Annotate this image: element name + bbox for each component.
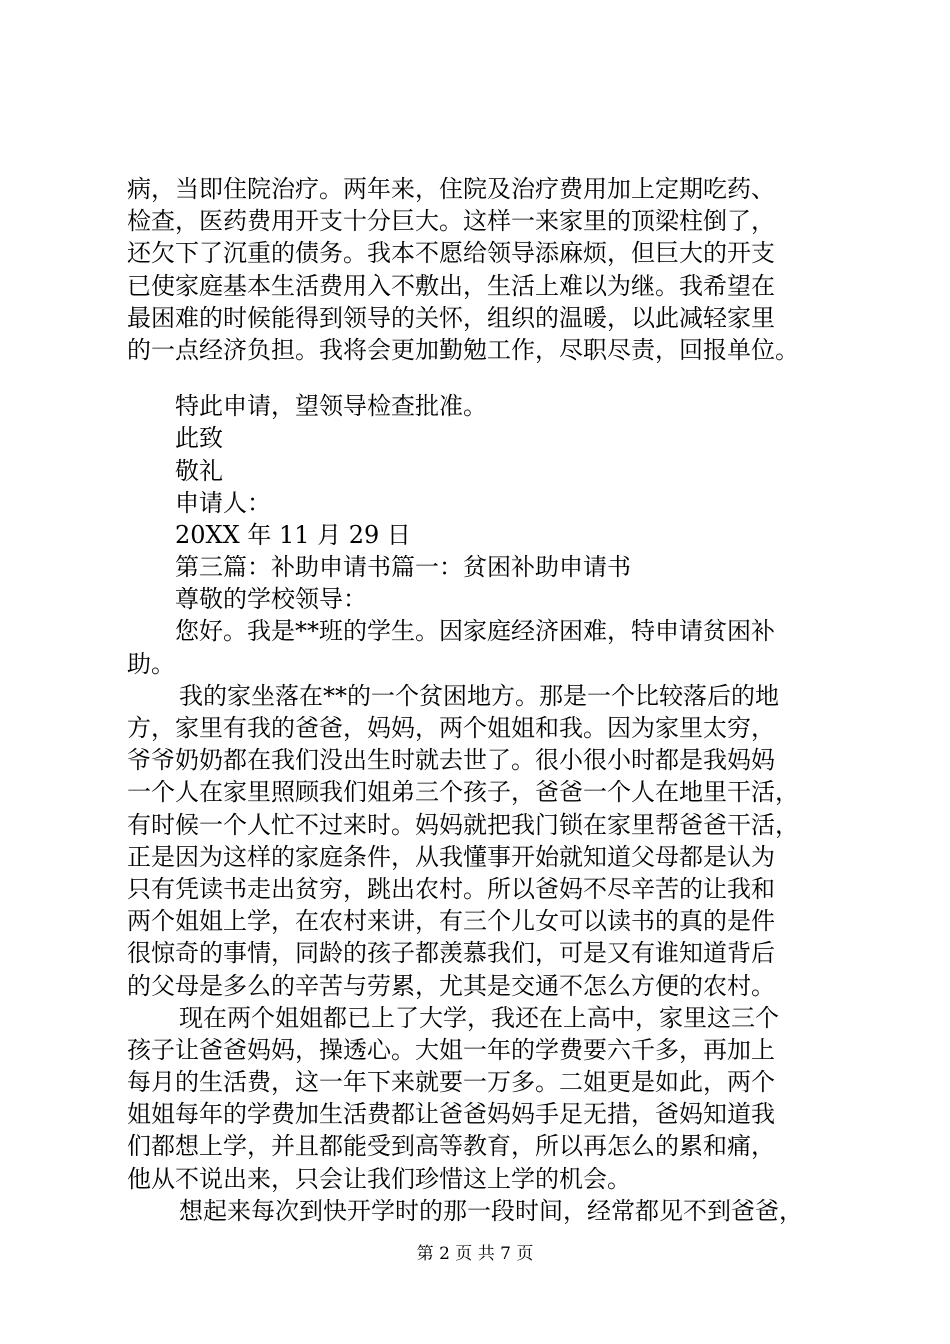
section3-para2-line-4: 一个人在家里照顾我们姐弟三个孩子，爸爸一个人在地里干活， — [127, 778, 799, 807]
document-body — [127, 173, 847, 1227]
section3-title: 第三篇：补助申请书篇一：贫困补助申请书 — [175, 553, 631, 582]
paragraph1-line-4: 已使家庭基本生活费用入不敷出，生活上难以为继。我希望在 — [127, 271, 775, 300]
paragraph1-line-5: 最困难的时候能得到领导的关怀，组织的温暖，以此减轻家里 — [127, 303, 775, 332]
section3-intro-line-2: 助。 — [127, 649, 175, 678]
paragraph-gap — [127, 366, 847, 390]
section3-para2-line-5: 有时候一个人忙不过来时。妈妈就把我门锁在家里帮爸爸干活， — [127, 810, 799, 839]
closing-salutation-2: 敬礼 — [175, 456, 223, 485]
section3-intro-line-1: 您好。我是**班的学生。因家庭经济困难，特申请贫困补 — [175, 617, 775, 646]
closing-salutation-1: 此致 — [175, 424, 223, 453]
section3-para2-line-1: 我的家坐落在**的一个贫困地方。那是一个比较落后的地 — [179, 681, 779, 710]
closing-request: 特此申请，望领导检查批准。 — [175, 392, 487, 421]
application-date: 20XX 年 11 月 29 日 — [175, 520, 411, 549]
section3-greeting: 尊敬的学校领导： — [175, 585, 367, 614]
page-footer — [0, 1244, 950, 1264]
paragraph1-line-1: 病，当即住院治疗。两年来，住院及治疗费用加上定期吃药、 — [127, 175, 775, 203]
paragraph1-line-6: 的一点经济负担。我将会更加勤勉工作，尽职尽责，回报单位。 — [127, 335, 799, 364]
page-number-label: 第 2 页 共 7 页 — [416, 1244, 534, 1264]
section3-para3-line-6: 他从不说出来，只会让我们珍惜这上学的机会。 — [127, 1164, 631, 1193]
section3-para2-line-2: 方，家里有我的爸爸，妈妈，两个姐姐和我。因为家里太穷， — [127, 714, 775, 742]
section3-para2-line-8: 两个姐姐上学，在农村来讲，有三个儿女可以读书的真的是件 — [127, 907, 775, 936]
paragraph1-line-3: 还欠下了沉重的债务。我本不愿给领导添麻烦，但巨大的开支 — [127, 239, 775, 268]
paragraph1-line-2: 检查，医药费用开支十分巨大。这样一来家里的顶梁柱倒了， — [127, 207, 775, 236]
section3-para2-line-9: 很惊奇的事情，同龄的孩子都羡慕我们，可是又有谁知道背后 — [127, 939, 775, 968]
applicant-label: 申请人： — [175, 488, 271, 517]
section3-para2-line-10: 的父母是多么的辛苦与劳累，尤其是交通不怎么方便的农村。 — [127, 971, 775, 1000]
section3-para3-line-1: 现在两个姐姐都已上了大学，我还在上高中，家里这三个 — [179, 1003, 779, 1032]
section3-para3-line-3: 每月的生活费，这一年下来就要一万多。二姐更是如此，两个 — [127, 1068, 775, 1097]
section3-para2-line-3: 爷爷奶奶都在我们没出生时就去世了。很小很小时都是我妈妈 — [127, 746, 775, 775]
section3-para3-line-5: 们都想上学，并且都能受到高等教育，所以再怎么的累和痛， — [127, 1132, 775, 1161]
section3-para2-line-6: 正是因为这样的家庭条件，从我懂事开始就知道父母都是认为 — [127, 842, 775, 871]
section3-para3-line-2: 孩子让爸爸妈妈，操透心。大姐一年的学费要六千多，再加上 — [127, 1035, 775, 1064]
section3-para3-line-4: 姐姐每年的学费加生活费都让爸爸妈妈手足无措，爸妈知道我 — [127, 1100, 775, 1129]
section3-para4-line-1: 想起来每次到快开学时的那一段时间，经常都见不到爸爸， — [179, 1196, 803, 1225]
section3-para2-line-7: 只有凭读书走出贫穷，跳出农村。所以爸妈不尽辛苦的让我和 — [127, 874, 775, 903]
